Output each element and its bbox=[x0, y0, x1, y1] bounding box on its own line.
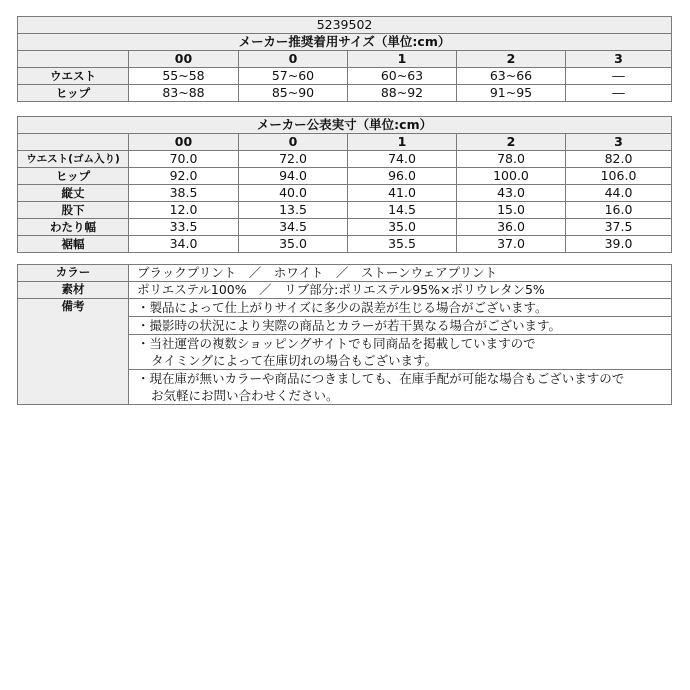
table-row bbox=[18, 185, 672, 202]
size-value: 40.0 bbox=[239, 185, 348, 202]
size-header: 00 bbox=[129, 134, 239, 151]
size-value: 16.0 bbox=[566, 202, 672, 219]
size-value: 33.5 bbox=[129, 219, 239, 236]
color-value: ブラックプリント ／ ホワイト ／ ストーンウェアプリント bbox=[129, 265, 672, 282]
note-item bbox=[129, 317, 672, 335]
size-value: 60~63 bbox=[348, 68, 457, 85]
row-label: 裾幅 bbox=[18, 236, 129, 253]
row-label: ヒップ bbox=[18, 85, 129, 102]
table-row bbox=[18, 151, 672, 168]
size-value: ― bbox=[566, 68, 672, 85]
size-value: 74.0 bbox=[348, 151, 457, 168]
size-value: 41.0 bbox=[348, 185, 457, 202]
row-label: ウエスト bbox=[18, 68, 129, 85]
size-value: 43.0 bbox=[457, 185, 566, 202]
actual-size-title: メーカー公表実寸（単位:cm） bbox=[18, 117, 672, 134]
size-header: 3 bbox=[566, 51, 672, 68]
row-label: 縦丈 bbox=[18, 185, 129, 202]
notes-label: 備考 bbox=[18, 299, 129, 405]
size-value: 39.0 bbox=[566, 236, 672, 253]
table-row bbox=[18, 85, 672, 102]
product-code: 5239502 bbox=[18, 17, 672, 34]
row-label: わたり幅 bbox=[18, 219, 129, 236]
size-value: 94.0 bbox=[239, 168, 348, 185]
product-info-table bbox=[17, 264, 672, 405]
note-line: ・製品によって仕上がりサイズに多少の誤差が生じる場合がございます。 bbox=[137, 300, 548, 315]
size-header: 0 bbox=[239, 134, 348, 151]
size-value: 37.5 bbox=[566, 219, 672, 236]
recommended-size-title: メーカー推奨着用サイズ（単位:cm） bbox=[18, 34, 672, 51]
size-value: 70.0 bbox=[129, 151, 239, 168]
row-label: ウエスト(ゴム入り) bbox=[18, 151, 129, 168]
size-value: 100.0 bbox=[457, 168, 566, 185]
size-value: 35.0 bbox=[239, 236, 348, 253]
note-item bbox=[129, 299, 672, 317]
size-value: 72.0 bbox=[239, 151, 348, 168]
size-value: 92.0 bbox=[129, 168, 239, 185]
size-header: 2 bbox=[457, 51, 566, 68]
size-header: 3 bbox=[566, 134, 672, 151]
note-item bbox=[129, 335, 672, 370]
actual-size-table bbox=[17, 116, 672, 253]
size-value: 13.5 bbox=[239, 202, 348, 219]
size-value: 82.0 bbox=[566, 151, 672, 168]
size-header: 0 bbox=[239, 51, 348, 68]
table-row bbox=[18, 202, 672, 219]
table-row bbox=[18, 219, 672, 236]
size-value: 35.5 bbox=[348, 236, 457, 253]
size-header: 1 bbox=[348, 134, 457, 151]
row-label: 股下 bbox=[18, 202, 129, 219]
size-value: 12.0 bbox=[129, 202, 239, 219]
size-value: 78.0 bbox=[457, 151, 566, 168]
size-value: 106.0 bbox=[566, 168, 672, 185]
size-value: 83~88 bbox=[129, 85, 239, 102]
size-value: 36.0 bbox=[457, 219, 566, 236]
size-header: 2 bbox=[457, 134, 566, 151]
note-line: ・撮影時の状況により実際の商品とカラーが若干異なる場合がございます。 bbox=[137, 318, 562, 333]
table-row bbox=[18, 68, 672, 85]
note-line: お気軽にお問い合わせください。 bbox=[151, 388, 339, 403]
size-value: 38.5 bbox=[129, 185, 239, 202]
note-item bbox=[129, 370, 672, 405]
size-value: 96.0 bbox=[348, 168, 457, 185]
size-value: 37.0 bbox=[457, 236, 566, 253]
corner-cell bbox=[18, 51, 129, 68]
size-value: 55~58 bbox=[129, 68, 239, 85]
note-line: タイミングによって在庫切れの場合もございます。 bbox=[151, 353, 438, 368]
material-value: ポリエステル100% ／ リブ部分:ポリエステル95%×ポリウレタン5% bbox=[129, 282, 672, 299]
corner-cell bbox=[18, 134, 129, 151]
material-label: 素材 bbox=[18, 282, 129, 299]
size-value: 88~92 bbox=[348, 85, 457, 102]
size-value: 63~66 bbox=[457, 68, 566, 85]
size-header: 1 bbox=[348, 51, 457, 68]
size-value: 85~90 bbox=[239, 85, 348, 102]
size-value: 34.0 bbox=[129, 236, 239, 253]
table-row bbox=[18, 236, 672, 253]
note-line: ・当社運営の複数ショッピングサイトでも同商品を掲載していますので bbox=[137, 336, 536, 351]
note-line: ・現在庫が無いカラーや商品につきましても、在庫手配が可能な場合もございますので bbox=[137, 371, 625, 386]
size-value: ― bbox=[566, 85, 672, 102]
size-value: 14.5 bbox=[348, 202, 457, 219]
table-row bbox=[18, 168, 672, 185]
size-value: 57~60 bbox=[239, 68, 348, 85]
size-value: 34.5 bbox=[239, 219, 348, 236]
size-value: 44.0 bbox=[566, 185, 672, 202]
size-value: 15.0 bbox=[457, 202, 566, 219]
size-header: 00 bbox=[129, 51, 239, 68]
size-value: 91~95 bbox=[457, 85, 566, 102]
size-value: 35.0 bbox=[348, 219, 457, 236]
row-label: ヒップ bbox=[18, 168, 129, 185]
color-label: カラー bbox=[18, 265, 129, 282]
recommended-size-table bbox=[17, 16, 672, 102]
